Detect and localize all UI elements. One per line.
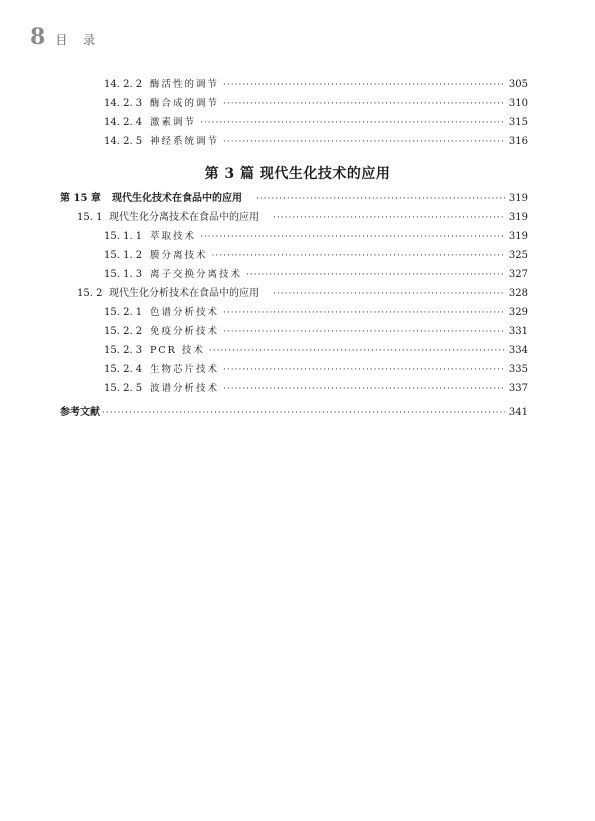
dot-leader bbox=[246, 269, 505, 281]
entry-title: 激素调节 bbox=[150, 117, 197, 128]
dot-leader bbox=[256, 193, 505, 205]
entry-title: 免疫分析技术 bbox=[150, 326, 220, 337]
entry-number: 14. 2. 3 bbox=[104, 98, 143, 109]
page-header bbox=[30, 24, 101, 50]
entry-number: 15. 2. 4 bbox=[104, 364, 143, 375]
entry-page: 325 bbox=[508, 250, 528, 261]
entry-page: 316 bbox=[508, 136, 528, 147]
dot-leader bbox=[200, 117, 505, 129]
toc-entry-15-2-2[interactable] bbox=[104, 326, 528, 338]
entry-number: 15. 1. 3 bbox=[104, 269, 143, 280]
entry-title: 膜分离技术 bbox=[150, 250, 208, 261]
entry-number: 14. 2. 5 bbox=[104, 136, 143, 147]
toc-entry-15-2-4[interactable] bbox=[104, 364, 528, 376]
entry-number: 15. 2. 2 bbox=[104, 326, 143, 337]
toc-entry-15-1-2[interactable] bbox=[104, 250, 528, 262]
section-title: 现代生化分析技术在食品中的应用 bbox=[109, 288, 259, 299]
dot-leader bbox=[223, 326, 505, 338]
entry-page: 327 bbox=[508, 269, 528, 280]
entry-title: 色谱分析技术 bbox=[150, 307, 220, 318]
toc-section-15-2[interactable] bbox=[77, 288, 528, 300]
dot-leader bbox=[223, 98, 505, 110]
toc-entry-15-2-1[interactable] bbox=[104, 307, 528, 319]
section-number: 15. 1 bbox=[77, 212, 103, 223]
section-page: 319 bbox=[508, 212, 528, 223]
entry-number: 15. 2. 3 bbox=[104, 345, 143, 356]
dot-leader bbox=[212, 250, 505, 262]
toc-entry-14-2-4[interactable] bbox=[104, 117, 528, 129]
entry-number: 14. 2. 2 bbox=[104, 79, 143, 90]
chapter-number: 第 15 章 bbox=[60, 193, 101, 204]
dot-leader bbox=[223, 364, 505, 376]
dot-leader bbox=[223, 307, 505, 319]
entry-title: 生物芯片技术 bbox=[150, 364, 220, 375]
dot-leader bbox=[209, 345, 505, 357]
toc-section-15-1[interactable] bbox=[77, 212, 528, 224]
toc-entry-14-2-3[interactable] bbox=[104, 98, 528, 110]
entry-page: 337 bbox=[508, 383, 528, 394]
dot-leader bbox=[200, 231, 505, 243]
entry-number: 15. 1. 1 bbox=[104, 231, 143, 242]
entry-page: 315 bbox=[508, 117, 528, 128]
dot-leader bbox=[223, 136, 505, 148]
entry-number: 15. 2. 5 bbox=[104, 383, 143, 394]
entry-page: 331 bbox=[508, 326, 528, 337]
toc-references[interactable] bbox=[60, 407, 528, 419]
toc-entry-14-2-2[interactable] bbox=[104, 79, 528, 91]
dot-leader bbox=[273, 288, 505, 300]
entry-page: 335 bbox=[508, 364, 528, 375]
section-page: 328 bbox=[508, 288, 528, 299]
entry-number: 14. 2. 4 bbox=[104, 117, 143, 128]
entry-page: 319 bbox=[508, 231, 528, 242]
toc-entry-14-2-5[interactable] bbox=[104, 136, 528, 148]
entry-title: 波谱分析技术 bbox=[150, 383, 220, 394]
part-heading: 第 3 篇 现代生化技术的应用 bbox=[204, 166, 391, 182]
header-section-title: 目 录 bbox=[55, 33, 102, 47]
chapter-title: 现代生化技术在食品中的应用 bbox=[112, 193, 242, 204]
toc-entry-15-1-1[interactable] bbox=[104, 231, 528, 243]
toc-entry-15-2-3[interactable] bbox=[104, 345, 528, 357]
chapter-page: 319 bbox=[508, 193, 528, 204]
dot-leader bbox=[223, 79, 505, 91]
dot-leader bbox=[102, 407, 505, 419]
section-title: 现代生化分离技术在食品中的应用 bbox=[109, 212, 259, 223]
toc-chapter-15[interactable] bbox=[60, 193, 528, 205]
entry-page: 305 bbox=[508, 79, 528, 90]
entry-title: 神经系统调节 bbox=[150, 136, 220, 147]
references-page: 341 bbox=[508, 407, 528, 418]
page-number: 8 bbox=[30, 24, 46, 50]
toc-entry-15-1-3[interactable] bbox=[104, 269, 528, 281]
entry-title: PCR 技术 bbox=[150, 345, 205, 356]
dot-leader bbox=[223, 383, 505, 395]
toc-entry-15-2-5[interactable] bbox=[104, 383, 528, 395]
entry-page: 310 bbox=[508, 98, 528, 109]
entry-page: 334 bbox=[508, 345, 528, 356]
entry-number: 15. 2. 1 bbox=[104, 307, 143, 318]
entry-title: 萃取技术 bbox=[150, 231, 197, 242]
entry-title: 酶活性的调节 bbox=[150, 79, 220, 90]
entry-title: 离子交换分离技术 bbox=[150, 269, 243, 280]
section-number: 15. 2 bbox=[77, 288, 103, 299]
references-title: 参考文献 bbox=[60, 407, 100, 418]
entry-title: 酶合成的调节 bbox=[150, 98, 220, 109]
dot-leader bbox=[273, 212, 505, 224]
entry-page: 329 bbox=[508, 307, 528, 318]
entry-number: 15. 1. 2 bbox=[104, 250, 143, 261]
